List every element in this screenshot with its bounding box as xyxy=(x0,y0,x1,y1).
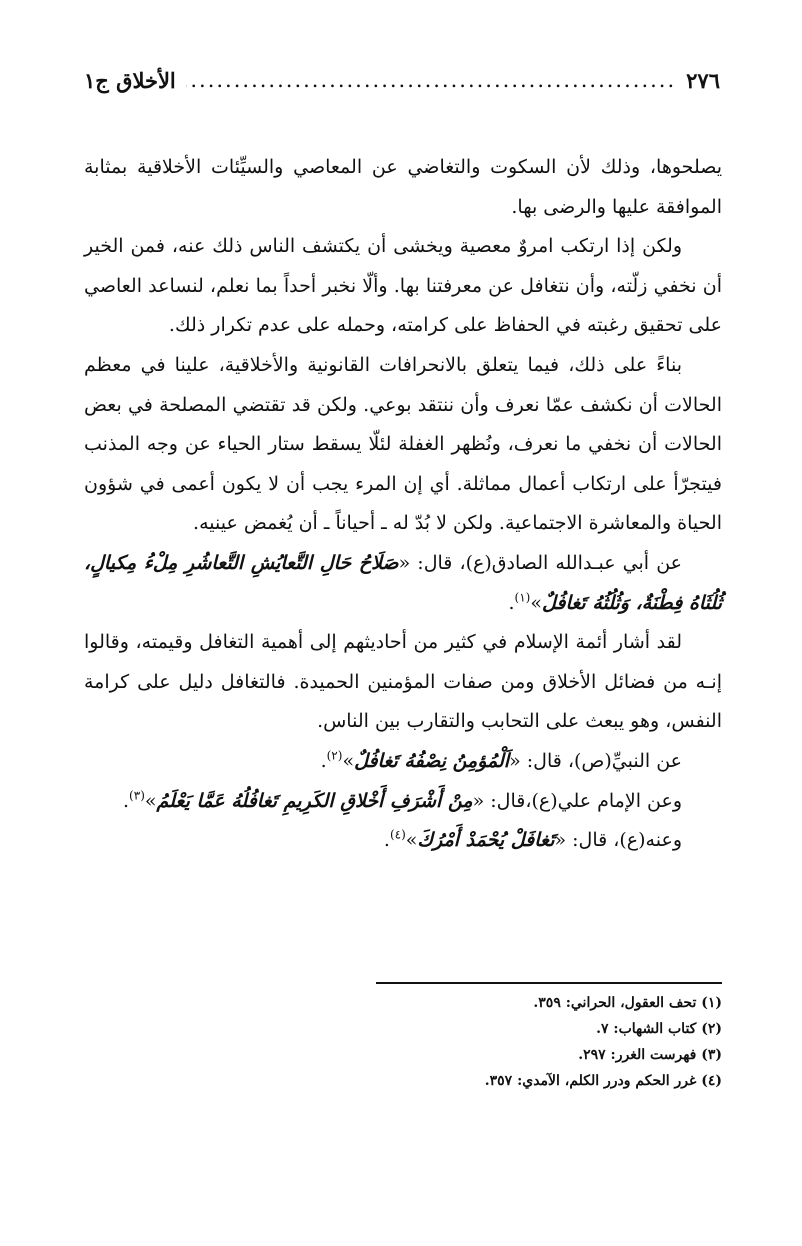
footnote-ref-3: (٣) xyxy=(129,788,145,803)
hadith-ali-1-intro: وعن الإمام علي(ع)،قال: « xyxy=(472,789,682,812)
paragraph-2: ولكن إذا ارتكب امروٌ معصية ويخشى أن يكتشف الناس ذلك عنه، فمن الخير أن نخفي زلّته، وأن نتغافل عن معرفتنا بها. وألّا نخبر أحداً بما نعلم، لنساعد العاصي على تحقيق رغبته في الحفاظ على كرامته، وحمله على عدم تكرار ذلك. xyxy=(84,235,722,337)
hadith-prophet-intro: عن النبيِّ(ص)، قال: « xyxy=(509,749,682,772)
hadith-prophet-end: . xyxy=(320,749,327,772)
hadith-ali-2 xyxy=(84,821,722,861)
main-text xyxy=(84,148,722,861)
hadith-ali-1-quote: مِنْ أَشْرَفِ أَخْلاقِ الكَرِيمِ تَغافُلُهُ عَمَّا يَعْلَمُ xyxy=(156,789,473,812)
footnote-ref-2: (٢) xyxy=(326,748,343,763)
hadith-ali-1 xyxy=(84,782,722,822)
header-dot-leader xyxy=(186,70,676,91)
running-header xyxy=(84,62,720,98)
footnote-3: (٣) فهرست الغرر: ٢٩٧. xyxy=(578,1047,722,1063)
paragraph-1: يصلحوها، وذلك لأن السكوت والتغاضي عن المعاصي والسيِّئات الأخلاقية بمثابة الموافقة عليها والرضى بها. xyxy=(84,156,722,218)
hadith-sadiq-close: » xyxy=(530,591,542,614)
book-title: الأخلاق ج١ xyxy=(84,67,176,93)
footnote-4: (٤) غرر الحكم ودرر الكلم، الآمدي: ٣٥٧. xyxy=(484,1073,722,1089)
hadith-ali-2-close: » xyxy=(405,829,418,852)
hadith-ali-1-close: » xyxy=(144,789,157,812)
hadith-prophet-quote: اَلْمُؤمِنُ نِصْفُهُ تَغافُلٌ xyxy=(354,749,510,772)
hadith-sadiq-quote: صَلَاحُ حَالِ التَّعايُشِ التَّعاشُرِ مِلْءُ مِكيالٍ، ثُلُثَاهُ فِطْنَةٌ، وَثُلُثُهُ تَغافُلٌ xyxy=(84,551,722,614)
hadith-prophet xyxy=(84,742,722,782)
hadith-prophet-close: » xyxy=(342,749,355,772)
hadith-ali-2-intro: وعنه(ع)، قال: « xyxy=(554,829,682,852)
hadith-sadiq-intro: عن أبي عبـدالله الصادق(ع)، قال: « xyxy=(398,551,682,574)
footnotes xyxy=(84,990,722,1094)
footnote-2: (٢) كتاب الشهاب: ٧. xyxy=(596,1021,722,1037)
hadith-sadiq xyxy=(84,544,722,623)
hadith-sadiq-end: . xyxy=(508,591,515,614)
footnote-1: (١) تحف العقول، الحراني: ٣٥٩. xyxy=(533,995,722,1011)
page-number: ٢٧٦ xyxy=(686,67,720,93)
footnote-separator xyxy=(376,982,722,984)
hadith-ali-2-end: . xyxy=(383,829,390,852)
footnote-ref-1: (١) xyxy=(514,590,531,605)
footnote-ref-4: (٤) xyxy=(389,827,406,842)
paragraph-3: بناءً على ذلك، فيما يتعلق بالانحرافات القانونية والأخلاقية، علينا في معظم الحالات أن نكشف عمّا نعرف وأن ننتقد بوعي. ولكن قد تقتضي المصلحة في بعض الحالات أن نخفي ما نعرف، ونُظهر الغفلة لئلّا يسقط ستار الحياء عن وجه المذنب فيتجرّأ على ارتكاب أعمال مماثلة. أي إن المرء يجب أن لا يكون أعمى في شؤون الحياة والمعاشرة الاجتماعية. ولكن لا بُدّ له ـ أحياناً ـ أن يُغمض عينيه. xyxy=(84,353,722,535)
hadith-ali-1-end: . xyxy=(123,789,130,812)
hadith-ali-2-quote: تَغافَلْ يُحْمَدْ أَمْرُكَ xyxy=(417,829,555,852)
paragraph-5: لقد أشار أئمة الإسلام في كثير من أحاديثهم إلى أهمية التغافل وقيمته، وقالوا إنـه من فضائل الأخلاق ومن صفات المؤمنين الحميدة. فالتغافل دليل على كرامة النفس، وهو يبعث على التحابب والتقارب بين الناس. xyxy=(84,631,722,733)
